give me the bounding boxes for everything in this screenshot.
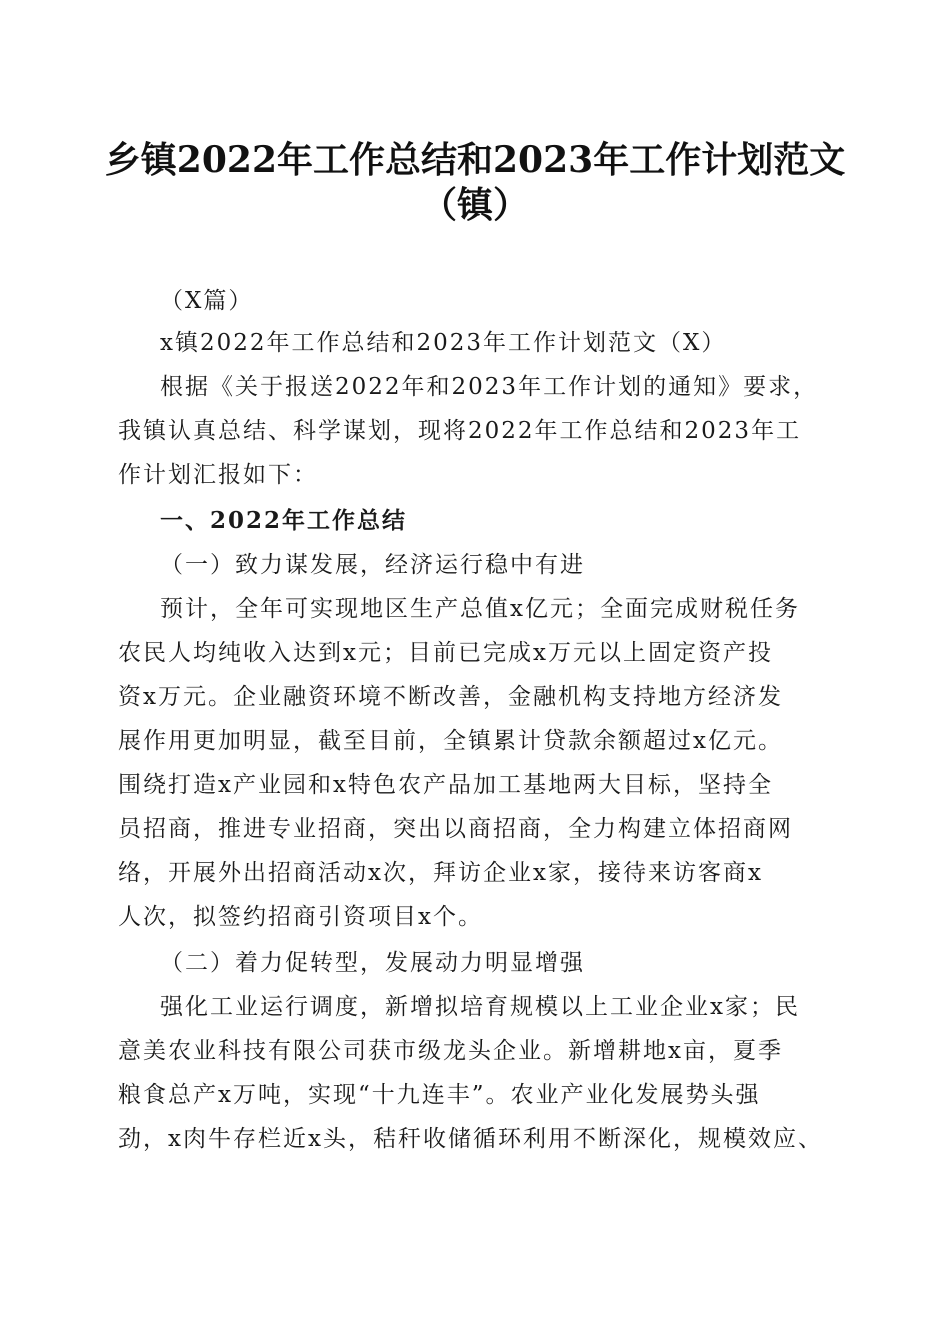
paragraph-line: 人次，拟签约招商引资项目x个。 (118, 904, 483, 930)
paragraph-line: 劲，x肉牛存栏近x头，秸秆收储循环利用不断深化，规模效应、 (118, 1126, 823, 1152)
paragraph-line: 预计，全年可实现地区生产总值x亿元；全面完成财税任务 (160, 596, 800, 622)
subsection-heading: （二）着力促转型，发展动力明显增强 (160, 950, 585, 976)
paragraph-line: 强化工业运行调度，新增拟培育规模以上工业企业x家；民 (160, 994, 800, 1020)
intro-line: 作计划汇报如下： (118, 462, 318, 488)
intro-line: 我镇认真总结、科学谋划，现将2022年工作总结和2023年工 (118, 418, 802, 444)
paragraph-line: 资x万元。企业融资环境不断改善，金融机构支持地方经济发 (118, 684, 783, 710)
paragraph-line: 员招商，推进专业招商，突出以商招商，全力构建立体招商网 (118, 816, 793, 842)
subtitle: （X篇） (160, 288, 254, 314)
section-heading: 一、2022年工作总结 (160, 507, 408, 534)
document-title-line-2: （镇） (420, 184, 529, 226)
paragraph-line: 围绕打造x产业园和x特色农产品加工基地两大目标，坚持全 (118, 772, 773, 798)
paragraph-line: 农民人均纯收入达到x元；目前已完成x万元以上固定资产投 (118, 640, 773, 666)
subsection-heading: （一）致力谋发展，经济运行稳中有进 (160, 552, 585, 578)
paragraph-line: 粮食总产x万吨，实现“十九连丰”。农业产业化发展势头强 (118, 1082, 761, 1108)
paragraph-line: 展作用更加明显，截至目前，全镇累计贷款余额超过x亿元。 (118, 728, 783, 754)
document-name: x镇2022年工作总结和2023年工作计划范文（X） (160, 330, 727, 356)
paragraph-line: 络，开展外出招商活动x次，拜访企业x家，接待来访客商x (118, 860, 763, 886)
paragraph-line: 意美农业科技有限公司获市级龙头企业。新增耕地x亩，夏季 (118, 1038, 783, 1064)
document-title-line-1: 乡镇2022年工作总结和2023年工作计划范文 (104, 139, 846, 181)
intro-line: 根据《关于报送2022年和2023年工作计划的通知》要求， (160, 374, 819, 400)
